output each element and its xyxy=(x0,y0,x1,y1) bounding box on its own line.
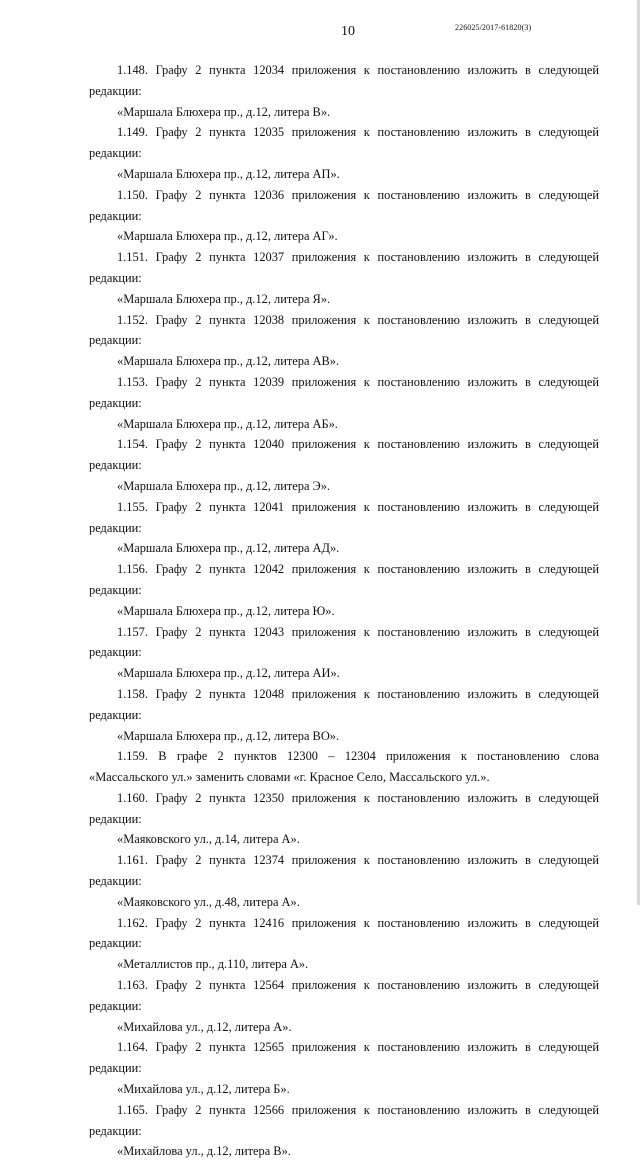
address-line: «Михайлова ул., д.12, литера А». xyxy=(117,1019,292,1034)
redaction-label: редакции: xyxy=(89,645,142,660)
item-1-160-line: 1.160. Графу 2 пункта 12350 приложения к постановлению изложить в следующей xyxy=(117,790,599,805)
address-line: «Маршала Блюхера пр., д.12, литера Ю». xyxy=(117,603,335,618)
item-1-155-line: 1.155. Графу 2 пункта 12041 приложения к постановлению изложить в следующей xyxy=(117,499,599,514)
item-1-152-line: 1.152. Графу 2 пункта 12038 приложения к постановлению изложить в следующей xyxy=(117,312,599,327)
address-line: «Маршала Блюхера пр., д.12, литера В». xyxy=(117,104,331,119)
redaction-label: редакции: xyxy=(89,1123,142,1138)
redaction-label: редакции: xyxy=(89,520,142,535)
page-number: 10 xyxy=(341,24,355,39)
address-line: «Маршала Блюхера пр., д.12, литера АП». xyxy=(117,166,340,181)
address-line: «Металлистов пр., д.110, литера А». xyxy=(117,957,309,972)
document-body xyxy=(89,60,599,1162)
item-1-148-line: 1.148. Графу 2 пункта 12034 приложения к постановлению изложить в следующей xyxy=(117,63,599,77)
redaction-label: редакции: xyxy=(89,333,142,348)
item-1-156-line: 1.156. Графу 2 пункта 12042 приложения к постановлению изложить в следующей xyxy=(117,562,599,577)
redaction-label: редакции: xyxy=(89,395,142,410)
redaction-label: редакции: xyxy=(89,270,142,285)
item-1-162-line: 1.162. Графу 2 пункта 12416 приложения к постановлению изложить в следующей xyxy=(117,915,599,930)
address-line: «Михайлова ул., д.12, литера В». xyxy=(117,1144,291,1159)
redaction-label: редакции: xyxy=(89,874,142,889)
address-line: «Михайлова ул., д.12, литера Б». xyxy=(117,1082,290,1097)
redaction-label: редакции: xyxy=(89,936,142,951)
address-line: «Маяковского ул., д.48, литера А». xyxy=(117,894,300,909)
address-line: «Маршала Блюхера пр., д.12, литера АБ». xyxy=(117,416,338,431)
address-line: «Маршала Блюхера пр., д.12, литера АИ». xyxy=(117,666,340,681)
address-line: «Маршала Блюхера пр., д.12, литера АГ». xyxy=(117,229,338,244)
item-1-163-line: 1.163. Графу 2 пункта 12564 приложения к постановлению изложить в следующей xyxy=(117,978,599,993)
address-line: «Маяковского ул., д.14, литера А». xyxy=(117,832,300,847)
redaction-label: редакции: xyxy=(89,998,142,1013)
item-1-164-line: 1.164. Графу 2 пункта 12565 приложения к постановлению изложить в следующей xyxy=(117,1040,599,1055)
redaction-label: редакции: xyxy=(89,811,142,826)
item-1-157-line: 1.157. Графу 2 пункта 12043 приложения к постановлению изложить в следующей xyxy=(117,624,599,639)
redaction-label: редакции: xyxy=(89,83,142,98)
redaction-label: редакции: xyxy=(89,707,142,722)
address-line: «Маршала Блюхера пр., д.12, литера АД». xyxy=(117,541,340,556)
address-line: «Маршала Блюхера пр., д.12, литера ВО». xyxy=(117,728,340,743)
item-1-151-line: 1.151. Графу 2 пункта 12037 приложения к постановлению изложить в следующей xyxy=(117,250,599,265)
address-line: «Маршала Блюхера пр., д.12, литера Я». xyxy=(117,291,331,306)
redaction-label: редакции: xyxy=(89,146,142,161)
redaction-label: редакции: xyxy=(89,208,142,223)
address-line: «Маршала Блюхера пр., д.12, литера АВ». xyxy=(117,354,340,369)
item-1-165-line: 1.165. Графу 2 пункта 12566 приложения к постановлению изложить в следующей xyxy=(117,1102,599,1117)
redaction-label: редакции: xyxy=(89,1061,142,1076)
redaction-label: редакции: xyxy=(89,582,142,597)
item-1-149-line: 1.149. Графу 2 пункта 12035 приложения к постановлению изложить в следующей xyxy=(117,125,599,140)
item-1-154-line: 1.154. Графу 2 пункта 12040 приложения к постановлению изложить в следующей xyxy=(117,437,599,452)
item-1-158-line: 1.158. Графу 2 пункта 12048 приложения к постановлению изложить в следующей xyxy=(117,686,599,701)
item-1-161-line: 1.161. Графу 2 пункта 12374 приложения к постановлению изложить в следующей xyxy=(117,853,599,868)
item-1-159-line: 1.159. В графе 2 пунктов 12300 – 12304 приложения к постановлению слова xyxy=(117,749,599,764)
item-1-159-continuation: «Массальского ул.» заменить словами «г. Красное Село, Массальского ул.». xyxy=(89,770,490,785)
address-line: «Маршала Блюхера пр., д.12, литера Э». xyxy=(117,478,331,493)
document-code: 226025/2017-61820(3) xyxy=(455,23,532,32)
redaction-label: редакции: xyxy=(89,458,142,473)
item-1-150-line: 1.150. Графу 2 пункта 12036 приложения к постановлению изложить в следующей xyxy=(117,187,599,202)
item-1-153-line: 1.153. Графу 2 пункта 12039 приложения к постановлению изложить в следующей xyxy=(117,374,599,389)
